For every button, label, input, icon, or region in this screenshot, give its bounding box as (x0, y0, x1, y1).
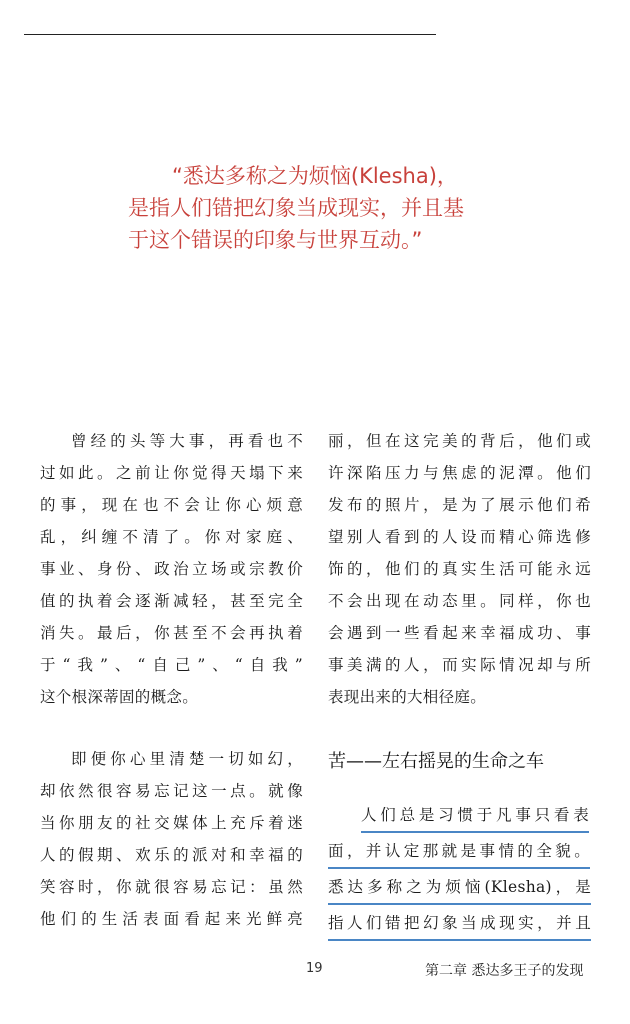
pull-quote-line: 是指人们错把幻象当成现实，并且基 (128, 196, 464, 220)
text-line: 曾经的头等大事，再看也不 (71, 432, 303, 450)
text-line: 即便你心里清楚一切如幻， (71, 750, 303, 768)
pull-quote-line: “悉达多称之为烦恼(Klesha)， (172, 164, 458, 188)
text-line: 消失。最后，你甚至不会再执着 (40, 624, 303, 642)
text-line: 乱，纠缠不清了。你对家庭、 (40, 528, 303, 546)
text-line: 发布的照片，是为了展示他们希 (328, 496, 591, 514)
text-line: 表现出来的大相径庭。 (328, 688, 487, 706)
text-line: 笑容时，你就很容易忘记：虽然 (40, 878, 303, 896)
left-column (40, 425, 303, 935)
paragraph (40, 425, 303, 713)
pull-quote-line: 于这个错误的印象与世界互动。” (128, 228, 423, 252)
highlighted-line: 人们总是习惯于凡事只看表 (361, 799, 589, 833)
highlighted-line: 指人们错把幻象当成现实，并且 (328, 907, 591, 941)
paragraph (40, 743, 303, 935)
highlighted-line: 悉达多称之为烦恼(Klesha)，是 (328, 871, 591, 905)
text-line: 事业、身份、政治立场或宗教价 (40, 560, 303, 578)
chapter-title: 第二章 悉达多王子的发现 (425, 963, 584, 979)
text-line: 会遇到一些看起来幸福成功、事 (328, 624, 591, 642)
text-line: 人的假期、欢乐的派对和幸福的 (40, 846, 303, 864)
text-line: 他们的生活表面看起来光鲜亮 (40, 910, 303, 928)
text-line: 不会出现在动态里。同样，你也 (328, 592, 591, 610)
top-rule (24, 34, 436, 35)
paragraph (328, 425, 591, 713)
text-line: 许深陷压力与焦虑的泥潭。他们 (328, 464, 591, 482)
text-line: 于“我”、“自己”、“自我” (40, 656, 303, 674)
text-line: 的事，现在也不会让你心烦意 (40, 496, 303, 514)
text-line: 丽，但在这完美的背后，他们或 (328, 432, 591, 450)
highlighted-passage (328, 799, 591, 941)
text-line: 这个根深蒂固的概念。 (40, 688, 199, 706)
highlighted-line: 面，并认定那就是事情的全貌。 (328, 835, 590, 869)
text-line: 饰的，他们的真实生活可能永远 (328, 560, 591, 578)
text-line: 值的执着会逐渐减轻，甚至完全 (40, 592, 303, 610)
text-line: 过如此。之前让你觉得天塌下来 (40, 464, 303, 482)
text-line: 事美满的人，而实际情况却与所 (328, 656, 591, 674)
right-column (328, 425, 591, 943)
text-line: 当你朋友的社交媒体上充斥着迷 (40, 814, 303, 832)
pull-quote (128, 160, 548, 256)
text-line: 却依然很容易忘记这一点。就像 (40, 782, 303, 800)
section-heading: 苦——左右摇晃的生命之车 (328, 751, 544, 772)
text-line: 望别人看到的人设而精心筛选修 (328, 528, 591, 546)
page-number: 19 (306, 961, 323, 976)
